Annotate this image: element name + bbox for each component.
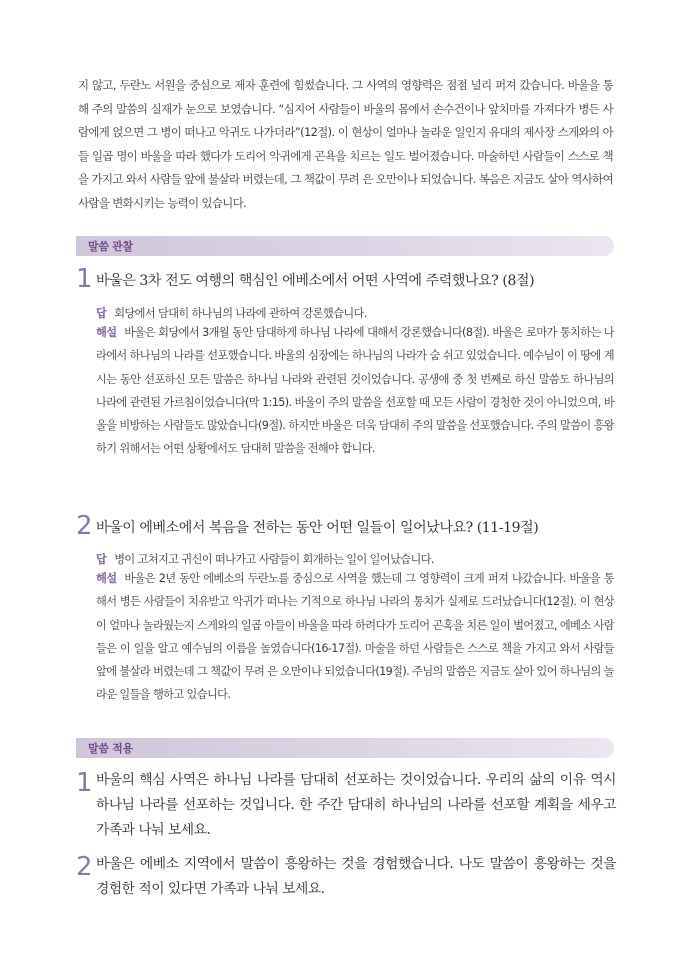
- explanation: [96, 321, 614, 461]
- answer-tag: 답: [96, 307, 107, 320]
- explanation-tag: 해설: [96, 572, 117, 585]
- observe-section-title: 말씀 관찰: [88, 240, 133, 253]
- apply-text: 바울은 에베소 지역에서 말씀이 흥왕하는 것을 경험했습니다. 나도 말씀이 흥왕하는 것을 경험한 적이 있다면 가족과 나눠 보세요.: [96, 856, 616, 897]
- answer-text: 병이 고쳐지고 귀신이 떠나가고 사람들이 회개하는 일이 일어났습니다.: [114, 553, 434, 566]
- answer-tag: 답: [96, 553, 107, 566]
- apply-section-title: 말씀 적용: [88, 742, 133, 755]
- apply-number: 2: [76, 852, 93, 882]
- apply-section-header: [76, 738, 614, 758]
- answer-line: [96, 305, 614, 321]
- question-number: 1: [76, 264, 93, 294]
- answer-line: [96, 551, 614, 567]
- apply-number: 1: [76, 768, 93, 798]
- apply-text: 바울의 핵심 사역은 하나님 나라를 담대히 선포하는 것이었습니다. 우리의 삶의 이유 역시 하나님 나라를 선포하는 것입니다. 한 주간 담대히 하나님의 나라를 선포할 계획을 세우고 가족과 나눠 보세요.: [96, 772, 616, 838]
- explanation: [96, 567, 614, 707]
- explanation-text: 바울은 회당에서 3개월 동안 담대하게 하나님 나라에 대해서 강론했습니다(8절). 바울은 로마가 통치하는 나라에서 하나님의 나라를 선포했습니다. 바울의 심장에는 하나님의 나라가 숨 쉬고 있었습니다. 예수님이 이 땅에 계시는 동안 선포하신 모든 말씀은 하나님 나라와 관련된 것이었습니다. 공생애 중 첫 번째로 하신 말씀도 하나님의 나라에 관련된 가르침이었습니다(막 1:15). 바울이 주의 말씀을 선포할 때 모든 사람이 경청한 것이 아니었으며, 바울을 비방하는 사람들도 많았습니다(9절). 하지만 바울은 더욱 담대히 주의 말씀을 선포했습니다. 주의 말씀이 흥왕하기 위해서는 어떤 상황에서도 담대히 말씀을 전해야 합니다.: [96, 326, 614, 456]
- intro-paragraph: 지 않고, 두란노 서원을 중심으로 제자 훈련에 힘썼습니다. 그 사역의 영향력은 점점 널리 퍼져 갔습니다. 바울을 통해 주의 말씀의 실재가 눈으로 보였습니다. “심지어 사람들이 바울의 몸에서 손수건이나 앞치마를 가져다가 병든 사람에게 얹으면 그 병이 떠나고 악귀도 나가더라”(12절). 이 현상이 얼마나 놀라운 일인지 유대의 제사장 스게와의 아들 일곱 명이 바울을 따라 했다가 도리어 악귀에게 곤욕을 치르는 일도 벌어졌습니다. 마술하던 사람들이 스스로 책을 가지고 와서 사람들 앞에 불살라 버렸는데, 그 책값이 무려 은 오만이나 되었습니다. 복음은 지금도 살아 역사하여 사람을 변화시키는 능력이 있습니다.: [78, 78, 613, 210]
- explanation-tag: 해설: [96, 326, 117, 339]
- answer-text: 회당에서 담대히 하나님의 나라에 관하여 강론했습니다.: [114, 307, 367, 320]
- question-text: 바울은 3차 전도 여행의 핵심인 에베소에서 어떤 사역에 주력했나요? (8절): [96, 273, 535, 289]
- question-number: 2: [76, 511, 93, 541]
- explanation-text: 바울은 2년 동안 에베소의 두란노를 중심으로 사역을 했는데 그 영향력이 크게 퍼져 나갔습니다. 바울을 통해서 병든 사람들이 치유받고 악귀가 떠나는 기적으로 하나님 나라의 통치가 실제로 드러났습니다(12절). 이 현상이 얼마나 놀라웠는지 스게와의 일곱 아들이 바울을 따라 하려다가 도리어 곤혹을 치른 일이 벌어졌고, 에베소 사람들은 이 일을 알고 예수님의 이름을 높였습니다(16-17절). 마술을 하던 사람들은 스스로 책을 가지고 와서 사람들 앞에 불살라 버렸는데 그 책값이 무려 은 오만이나 되었습니다(19절). 주님의 말씀은 지금도 살아 있어 하나님의 놀라운 일들을 행하고 있습니다.: [96, 572, 614, 702]
- observe-section-header: [76, 236, 614, 256]
- question-text: 바울이 에베소에서 복음을 전하는 동안 어떤 일들이 일어났나요? (11-19절): [96, 520, 539, 536]
